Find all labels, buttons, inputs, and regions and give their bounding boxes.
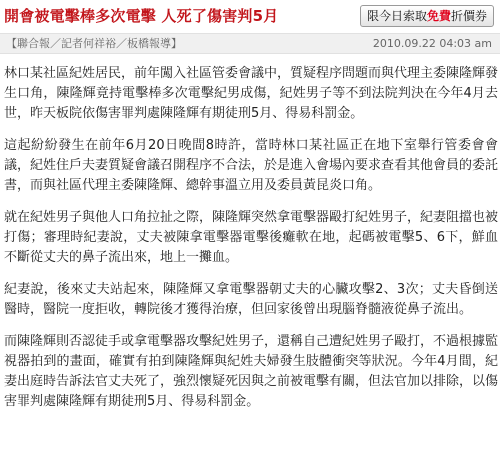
promo-text-after: 折價券 xyxy=(450,9,487,23)
coupon-promo-button[interactable] xyxy=(360,5,494,27)
article-body xyxy=(4,64,498,424)
publish-date: 2010.09.22 04:03 am xyxy=(372,37,492,50)
byline: 【聯合報／記者何祥裕／板橋報導】 xyxy=(6,37,182,50)
article-paragraph: 這起紛紛發生在前年6月20日晚間8時許，當時林口某社區正在地下室舉行管委會會議，紀姓住戶夫妻質疑會議召開程序不合法，於是進入會場內要求查看其他會員的委託書，而與社區代理主委陳隆輝、總幹事溫立用及委員黃昆炎口角。 xyxy=(4,138,499,193)
article-header xyxy=(0,0,500,30)
article-meta-bar xyxy=(0,33,500,54)
article-paragraph: 就在紀姓男子與他人口角拉扯之際，陳隆輝突然拿電擊器毆打紀姓男子，紀妻阻擋也被打傷；審理時紀妻說，丈夫被陳拿電擊器電擊後癱軟在地，起碼被電擊5、6下，鮮血不斷從丈夫的鼻子流出來，地上一攤血。 xyxy=(4,210,499,265)
headline: 開會被電擊棒多次電擊 人死了傷害判5月 xyxy=(4,7,279,25)
promo-text-before: 限今日索取 xyxy=(366,9,427,23)
article-paragraph: 紀妻說，後來丈夫站起來，陳隆輝又拿電擊器朝丈夫的心臟攻擊2、3次；丈夫昏倒送醫時，醫院一度拒收，轉院後才獲得治療，但回家後曾出現腦脊髓液從鼻子流出。 xyxy=(4,282,498,317)
promo-free-highlight: 免費 xyxy=(426,9,451,23)
article-paragraph: 而陳隆輝則否認徒手或拿電擊器攻擊紀姓男子，還稱自己遭紀姓男子毆打，不過根據監視器拍到的畫面，確實有拍到陳隆輝與紀姓夫婦發生肢體衝突等狀況。今年4月間，紀妻出庭時告訴法官丈夫死了，強烈懷疑死因與之前被電擊有關，但法官加以排除，以傷害罪判處陳隆輝有期徒刑5月、得易科罰金。 xyxy=(4,334,499,409)
article-paragraph: 林口某社區紀姓居民，前年闖入社區管委會議中，質疑程序問題而與代理主委陳隆輝發生口角，陳隆輝竟持電擊棒多次電擊紀男成傷，紀姓男子等不到法院判決在今年4月去世，昨天板院依傷害罪判處陳隆輝有期徒刑5月、得易科罰金。 xyxy=(4,66,499,121)
